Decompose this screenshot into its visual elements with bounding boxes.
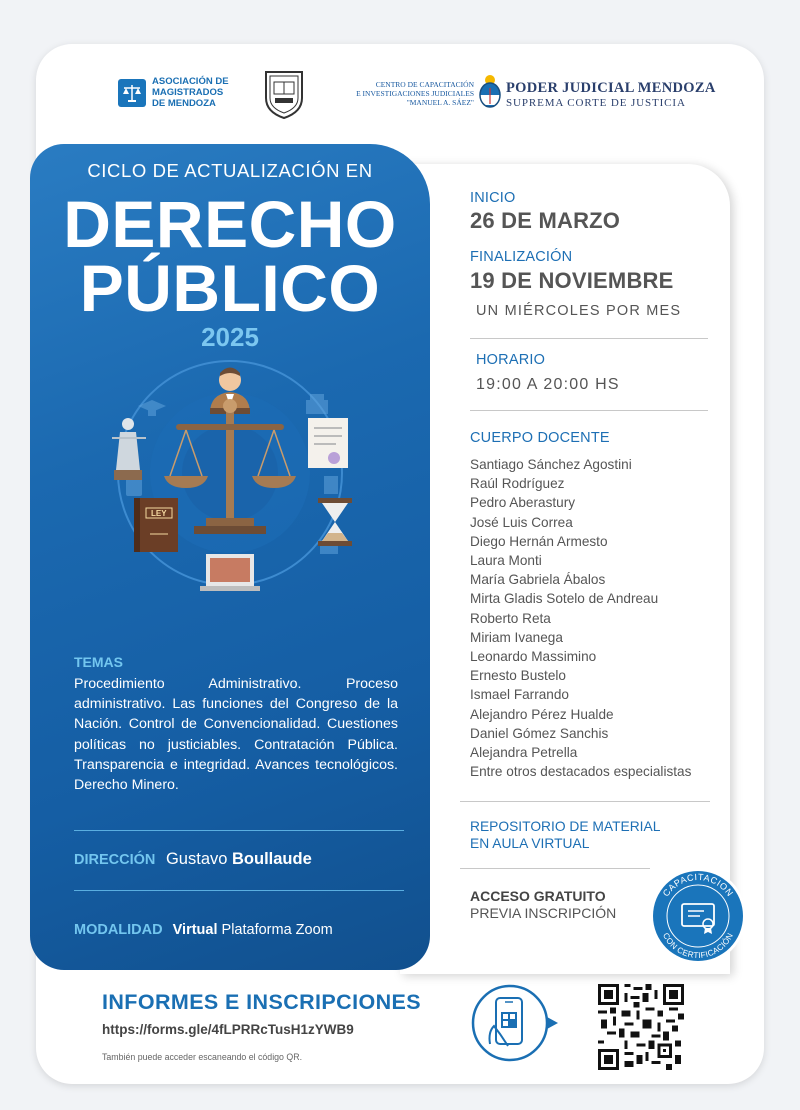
direccion-label: DIRECCIÓN [74,852,156,868]
docente-item: María Gabriela Ábalos [470,572,606,588]
divider [470,338,708,339]
acceso-text [470,888,616,922]
year-label: 2025 [201,322,259,352]
docente-item: Raúl Rodríguez [470,476,565,492]
docente-item: Alejandro Pérez Hualde [470,706,614,722]
repositorio-text [470,818,660,852]
poder-judicial-title: PODER JUDICIAL MENDOZA [506,80,716,96]
scroll-document [308,418,348,468]
cuerpo-docente-label: CUERPO DOCENTE [470,430,610,446]
ccij-line-1: CENTRO DE CAPACITACIÓN [375,80,474,89]
divider [74,830,404,831]
director-last-name: Boullaude [232,850,312,868]
suprema-corte-subtitle: SUPREMA CORTE DE JUSTICIA [506,97,686,109]
docente-item: Miriam Ivanega [470,629,563,645]
qr-code[interactable] [596,984,686,1075]
frequency-text: UN MIÉRCOLES POR MES [476,303,682,319]
amm-line-2: MAGISTRADOS [152,87,224,98]
temas-label: TEMAS [74,654,123,670]
title-publico: PÚBLICO [79,251,381,325]
modalidad-mode: Virtual [172,922,218,938]
horario-label: HORARIO [476,352,546,368]
docente-item: Diego Hernán Armesto [470,533,608,549]
badge-top-text: CAPACITACION [660,871,736,899]
finalizacion-date: 19 DE NOVIEMBRE [470,268,674,293]
docente-item: Santiago Sánchez Agostini [470,457,632,472]
docente-item: Roberto Reta [470,610,551,626]
repositorio-line-2: EN AULA VIRTUAL [470,836,590,851]
docente-item: Daniel Gómez Sanchis [470,725,609,741]
docente-item: Laura Monti [470,553,542,569]
badge-bottom-text: CON CERTIFICACIÓN [661,931,735,961]
amm-logo [118,76,229,109]
informes-title: INFORMES E INSCRIPCIONES [102,990,421,1014]
inicio-date: 26 DE MARZO [470,208,621,233]
docente-item: José Luis Correa [470,514,573,530]
laptop [200,554,260,591]
mendoza-coat-of-arms-icon [478,74,502,113]
docente-item: Leonardo Massimino [470,649,597,665]
docente-item: Ismael Farrando [470,687,569,703]
amm-line-1: ASOCIACIÓN DE [152,76,229,87]
divider [470,410,708,411]
acceso-line-1: ACCESO GRATUITO [470,888,606,904]
docente-item: Mirta Gladis Sotelo de Andreau [470,591,659,607]
ccij-logo-text [354,80,474,107]
horario-value: 19:00 A 20:00 HS [476,376,620,393]
certification-badge [648,866,748,971]
modalidad-row [74,922,333,938]
divider [74,890,404,891]
repositorio-line-1: REPOSITORIO DE MATERIAL [470,819,661,834]
svg-text:LEY: LEY [151,509,167,518]
amm-scales-icon [118,79,146,107]
acceso-line-2: PREVIA INSCRIPCIÓN [470,905,617,921]
inicio-label: INICIO [470,190,516,206]
informes-url-link[interactable]: https://forms.gle/4fLPRRcTusH1zYWB9 [102,1022,354,1037]
justice-statue [112,418,146,480]
title-derecho: DERECHO [63,187,397,261]
law-school-shield-icon [262,68,306,125]
docentes-list [470,455,691,781]
docente-item: Pedro Aberastury [470,495,576,511]
ccij-line-2: E INVESTIGACIONES JUDICIALES [356,89,474,98]
divider [460,801,710,802]
docente-item: Entre otros destacados especialistas [470,764,692,780]
modalidad-label: MODALIDAD [74,922,163,938]
docente-item: Ernesto Bustelo [470,668,566,684]
finalizacion-label: FINALIZACIÓN [470,249,573,265]
ccij-line-3: "MANUEL A. SÁEZ" [406,98,474,107]
informes-note: También puede acceder escaneando el código QR. [102,1052,303,1062]
hourglass [318,498,352,546]
director-first-name: Gustavo [165,850,228,868]
direccion-row [74,850,312,869]
divider [460,868,650,869]
amm-line-3: DE MENDOZA [152,98,216,109]
law-book [134,498,178,552]
ciclo-heading: CICLO DE ACTUALIZACIÓN EN [87,160,373,181]
hero-panel [30,144,430,970]
phone-qr-scan-icon [468,984,564,1067]
justice-illustration [90,358,370,613]
modalidad-platform: Plataforma Zoom [221,922,333,938]
docente-item: Alejandra Petrella [470,745,578,761]
temas-text: Procedimiento Administrativo. Proceso administrativo. Las funciones del Congreso de la Nación. Control de Convencionalidad. Cuestiones políticas no justiciables. Contratación Pública. Transparencia e integridad. Avances tecnológicos. Derecho Minero. [74,676,398,794]
